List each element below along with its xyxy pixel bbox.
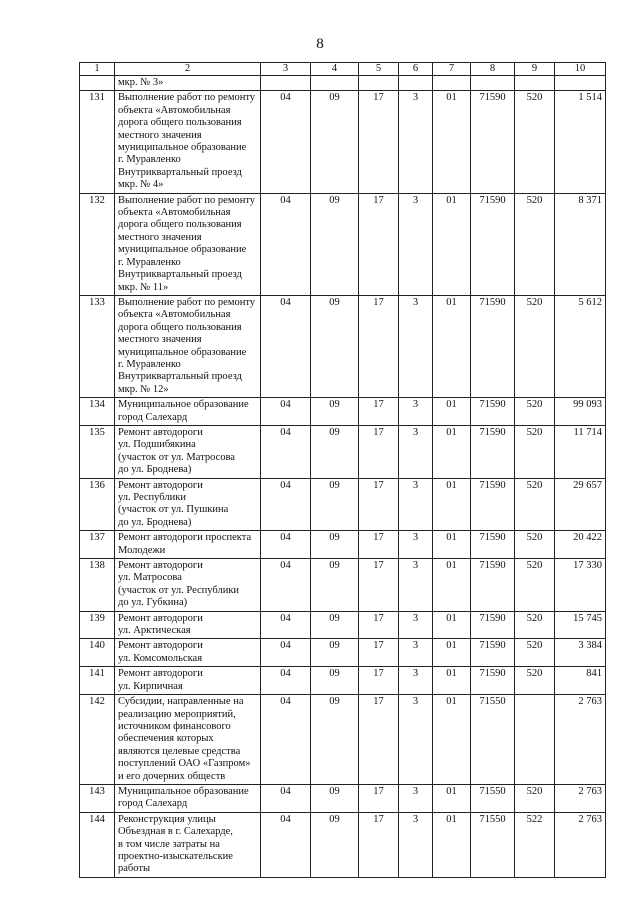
col-7-value: 01 — [433, 812, 471, 877]
amount-value: 20 422 — [555, 531, 606, 559]
row-name: Выполнение работ по ремонту объекта «Автомобильная дорога общего пользования местного значения муниципальное образование г. Муравленко Внутриквартальный проезд мкр. № 11» — [115, 193, 261, 295]
row-name: Реконструкция улицы Объездная в г. Салехарде, в том числе затраты на проектно-изыскательские работы — [115, 812, 261, 877]
row-number: 140 — [80, 639, 115, 667]
amount-value: 11 714 — [555, 425, 606, 478]
col-9-value: 520 — [515, 559, 555, 612]
col-8-value: 71590 — [471, 478, 515, 531]
row-name: Ремонт автодороги проспекта Молодежи — [115, 531, 261, 559]
col-4-value: 09 — [311, 478, 359, 531]
col-5-value — [359, 76, 399, 91]
table-row — [80, 398, 606, 426]
amount-value: 99 093 — [555, 398, 606, 426]
col-6-value: 3 — [399, 295, 433, 397]
col-6-value: 3 — [399, 531, 433, 559]
row-name: Ремонт автодороги ул. Комсомольская — [115, 639, 261, 667]
col-6-value: 3 — [399, 425, 433, 478]
col-9-value — [515, 76, 555, 91]
row-name: Ремонт автодороги ул. Матросова (участок от ул. Республики до ул. Губкина) — [115, 559, 261, 612]
col-4-value: 09 — [311, 559, 359, 612]
col-7-value: 01 — [433, 611, 471, 639]
col-4-value: 09 — [311, 91, 359, 193]
table-row — [80, 76, 606, 91]
header-cell: 6 — [399, 63, 433, 76]
header-cell: 10 — [555, 63, 606, 76]
amount-value: 29 657 — [555, 478, 606, 531]
col-5-value: 17 — [359, 784, 399, 812]
col-4-value: 09 — [311, 639, 359, 667]
col-4-value: 09 — [311, 531, 359, 559]
col-3-value — [261, 76, 311, 91]
col-7-value: 01 — [433, 398, 471, 426]
table-row — [80, 667, 606, 695]
col-4-value — [311, 76, 359, 91]
amount-value — [555, 76, 606, 91]
col-4-value: 09 — [311, 784, 359, 812]
row-number: 133 — [80, 295, 115, 397]
col-5-value: 17 — [359, 295, 399, 397]
col-4-value: 09 — [311, 812, 359, 877]
col-9-value: 520 — [515, 398, 555, 426]
header-cell: 8 — [471, 63, 515, 76]
table-row — [80, 559, 606, 612]
table-row — [80, 478, 606, 531]
col-8-value: 71590 — [471, 559, 515, 612]
row-name: мкр. № 3» — [115, 76, 261, 91]
col-5-value: 17 — [359, 425, 399, 478]
col-8-value: 71550 — [471, 812, 515, 877]
col-9-value: 520 — [515, 611, 555, 639]
amount-value: 8 371 — [555, 193, 606, 295]
col-6-value — [399, 76, 433, 91]
row-name: Выполнение работ по ремонту объекта «Автомобильная дорога общего пользования местного значения муниципальное образование г. Муравленко Внутриквартальный проезд мкр. № 4» — [115, 91, 261, 193]
col-9-value: 520 — [515, 425, 555, 478]
col-3-value: 04 — [261, 695, 311, 785]
col-5-value: 17 — [359, 398, 399, 426]
col-3-value: 04 — [261, 295, 311, 397]
col-3-value: 04 — [261, 559, 311, 612]
table-row — [80, 91, 606, 193]
col-8-value: 71590 — [471, 611, 515, 639]
row-number: 143 — [80, 784, 115, 812]
col-6-value: 3 — [399, 695, 433, 785]
col-8-value: 71590 — [471, 639, 515, 667]
col-4-value: 09 — [311, 193, 359, 295]
amount-value: 5 612 — [555, 295, 606, 397]
col-6-value: 3 — [399, 478, 433, 531]
table-row — [80, 611, 606, 639]
row-number: 137 — [80, 531, 115, 559]
col-7-value: 01 — [433, 784, 471, 812]
row-name: Ремонт автодороги ул. Арктическая — [115, 611, 261, 639]
row-number: 139 — [80, 611, 115, 639]
col-3-value: 04 — [261, 398, 311, 426]
col-8-value: 71590 — [471, 91, 515, 193]
col-3-value: 04 — [261, 667, 311, 695]
col-3-value: 04 — [261, 91, 311, 193]
col-3-value: 04 — [261, 193, 311, 295]
col-9-value: 520 — [515, 639, 555, 667]
col-9-value: 520 — [515, 531, 555, 559]
header-cell: 7 — [433, 63, 471, 76]
col-6-value: 3 — [399, 91, 433, 193]
col-4-value: 09 — [311, 295, 359, 397]
col-5-value: 17 — [359, 478, 399, 531]
col-8-value: 71590 — [471, 531, 515, 559]
col-4-value: 09 — [311, 695, 359, 785]
col-6-value: 3 — [399, 812, 433, 877]
col-4-value: 09 — [311, 667, 359, 695]
col-7-value: 01 — [433, 531, 471, 559]
col-3-value: 04 — [261, 784, 311, 812]
col-9-value: 520 — [515, 667, 555, 695]
table-row — [80, 695, 606, 785]
header-row — [80, 63, 606, 76]
row-number: 132 — [80, 193, 115, 295]
col-7-value: 01 — [433, 559, 471, 612]
col-5-value: 17 — [359, 91, 399, 193]
table-row — [80, 531, 606, 559]
col-9-value: 520 — [515, 478, 555, 531]
col-7-value: 01 — [433, 295, 471, 397]
table-row — [80, 639, 606, 667]
amount-value: 2 763 — [555, 784, 606, 812]
header-cell: 9 — [515, 63, 555, 76]
col-6-value: 3 — [399, 611, 433, 639]
budget-table — [79, 62, 606, 878]
col-9-value: 520 — [515, 193, 555, 295]
header-cell: 3 — [261, 63, 311, 76]
col-7-value — [433, 76, 471, 91]
col-8-value: 71550 — [471, 784, 515, 812]
table-body — [80, 76, 606, 878]
col-8-value: 71550 — [471, 695, 515, 785]
header-cell: 1 — [80, 63, 115, 76]
page-number: 8 — [316, 36, 324, 52]
table-row — [80, 295, 606, 397]
row-name: Ремонт автодороги ул. Республики (участок от ул. Пушкина до ул. Броднева) — [115, 478, 261, 531]
row-number: 135 — [80, 425, 115, 478]
amount-value: 841 — [555, 667, 606, 695]
col-9-value — [515, 695, 555, 785]
col-5-value: 17 — [359, 611, 399, 639]
col-5-value: 17 — [359, 695, 399, 785]
amount-value: 17 330 — [555, 559, 606, 612]
col-7-value: 01 — [433, 425, 471, 478]
table-row — [80, 193, 606, 295]
col-8-value — [471, 76, 515, 91]
col-5-value: 17 — [359, 559, 399, 612]
row-number — [80, 76, 115, 91]
col-7-value: 01 — [433, 639, 471, 667]
col-9-value: 520 — [515, 91, 555, 193]
col-3-value: 04 — [261, 478, 311, 531]
row-number: 144 — [80, 812, 115, 877]
row-number: 141 — [80, 667, 115, 695]
col-4-value: 09 — [311, 611, 359, 639]
col-5-value: 17 — [359, 667, 399, 695]
col-5-value: 17 — [359, 531, 399, 559]
col-8-value: 71590 — [471, 425, 515, 478]
amount-value: 1 514 — [555, 91, 606, 193]
col-7-value: 01 — [433, 695, 471, 785]
col-4-value: 09 — [311, 398, 359, 426]
header-cell: 2 — [115, 63, 261, 76]
col-3-value: 04 — [261, 812, 311, 877]
table-row — [80, 425, 606, 478]
row-number: 138 — [80, 559, 115, 612]
amount-value: 3 384 — [555, 639, 606, 667]
row-name: Выполнение работ по ремонту объекта «Автомобильная дорога общего пользования местного значения муниципальное образование г. Муравленко Внутриквартальный проезд мкр. № 12» — [115, 295, 261, 397]
row-name: Муниципальное образование город Салехард — [115, 784, 261, 812]
row-name: Субсидии, направленные на реализацию мероприятий, источником финансового обеспечения которых являются целевые средства поступлений ОАО «Газпром» и его дочерних обществ — [115, 695, 261, 785]
col-8-value: 71590 — [471, 295, 515, 397]
col-5-value: 17 — [359, 193, 399, 295]
amount-value: 2 763 — [555, 695, 606, 785]
amount-value: 2 763 — [555, 812, 606, 877]
row-number: 142 — [80, 695, 115, 785]
col-5-value: 17 — [359, 812, 399, 877]
col-8-value: 71590 — [471, 667, 515, 695]
col-6-value: 3 — [399, 639, 433, 667]
row-number: 136 — [80, 478, 115, 531]
col-3-value: 04 — [261, 639, 311, 667]
col-6-value: 3 — [399, 559, 433, 612]
amount-value: 15 745 — [555, 611, 606, 639]
col-7-value: 01 — [433, 193, 471, 295]
col-3-value: 04 — [261, 531, 311, 559]
table-row — [80, 784, 606, 812]
col-6-value: 3 — [399, 667, 433, 695]
col-4-value: 09 — [311, 425, 359, 478]
row-name: Ремонт автодороги ул. Кирпичная — [115, 667, 261, 695]
col-9-value: 522 — [515, 812, 555, 877]
col-9-value: 520 — [515, 784, 555, 812]
row-number: 134 — [80, 398, 115, 426]
col-7-value: 01 — [433, 478, 471, 531]
col-5-value: 17 — [359, 639, 399, 667]
row-name: Муниципальное образование город Салехард — [115, 398, 261, 426]
col-7-value: 01 — [433, 91, 471, 193]
header-cell: 4 — [311, 63, 359, 76]
col-9-value: 520 — [515, 295, 555, 397]
row-number: 131 — [80, 91, 115, 193]
row-name: Ремонт автодороги ул. Подшибякина (участок от ул. Матросова до ул. Броднева) — [115, 425, 261, 478]
col-3-value: 04 — [261, 425, 311, 478]
col-7-value: 01 — [433, 667, 471, 695]
table-row — [80, 812, 606, 877]
col-6-value: 3 — [399, 193, 433, 295]
col-6-value: 3 — [399, 784, 433, 812]
col-6-value: 3 — [399, 398, 433, 426]
col-8-value: 71590 — [471, 193, 515, 295]
col-8-value: 71590 — [471, 398, 515, 426]
header-cell: 5 — [359, 63, 399, 76]
col-3-value: 04 — [261, 611, 311, 639]
